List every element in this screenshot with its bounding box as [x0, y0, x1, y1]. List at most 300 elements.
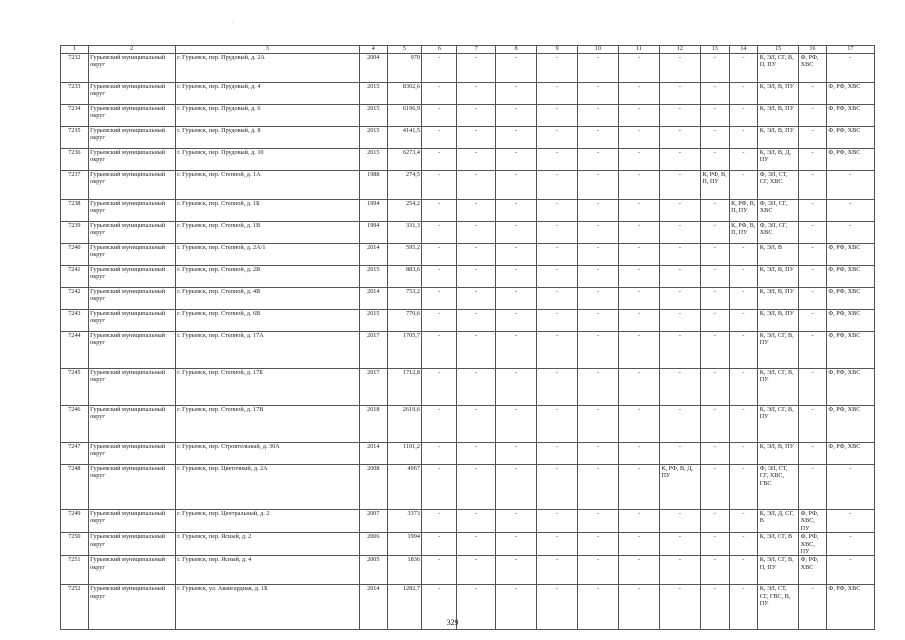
scan-mark: .: [232, 20, 234, 25]
table-cell: -: [659, 510, 700, 533]
table-cell: -: [578, 533, 619, 556]
table-cell: -: [659, 533, 700, 556]
column-header: 15: [758, 46, 799, 54]
column-header: 1: [61, 46, 89, 54]
table-cell: Гурьевский муниципальный округ: [88, 443, 175, 465]
table-cell: К, ЭЛ, В, ПУ: [758, 310, 799, 332]
table-cell: -: [659, 406, 700, 443]
table-cell: 7233: [61, 83, 89, 105]
table-cell: -: [496, 556, 537, 585]
table-cell: -: [457, 266, 496, 288]
table-cell: -: [537, 105, 578, 127]
table-row: [61, 533, 875, 556]
table-cell: -: [729, 332, 758, 369]
table-cell: -: [457, 244, 496, 266]
table-cell: -: [659, 585, 700, 630]
table-cell: -: [700, 585, 729, 630]
table-cell: -: [457, 222, 496, 244]
table-cell: -: [700, 465, 729, 510]
table-cell: -: [700, 533, 729, 556]
table-cell: -: [496, 105, 537, 127]
table-cell: -: [578, 54, 619, 83]
table-cell: 1282,7: [387, 585, 422, 630]
table-cell: -: [457, 556, 496, 585]
table-cell: -: [422, 244, 457, 266]
table-cell: -: [659, 443, 700, 465]
table-cell: -: [700, 149, 729, 171]
table-cell: -: [457, 127, 496, 149]
table-row: [61, 83, 875, 105]
table-cell: -: [700, 244, 729, 266]
table-cell: Гурьевский муниципальный округ: [88, 54, 175, 83]
table-cell: К, ЭЛ, Д, СГ, В: [758, 510, 799, 533]
table-cell: -: [619, 171, 660, 200]
table-cell: -: [537, 406, 578, 443]
table-cell: г. Гурьевск, пер. Степной, д. 6В: [175, 310, 359, 332]
table-cell: -: [659, 369, 700, 406]
table-cell: Гурьевский муниципальный округ: [88, 533, 175, 556]
table-cell: -: [700, 222, 729, 244]
table-cell: -: [799, 443, 827, 465]
table-cell: К, ЭЛ, В, ПУ: [758, 105, 799, 127]
table-row: [61, 465, 875, 510]
table-cell: -: [799, 369, 827, 406]
table-cell: 2014: [359, 244, 387, 266]
table-cell: 2006: [359, 533, 387, 556]
table-cell: Ф, РФ, ХВС, ПУ: [799, 533, 827, 556]
table-cell: г. Гурьевск, пер. Прудовый, д. 8: [175, 127, 359, 149]
column-header: 2: [88, 46, 175, 54]
table-cell: 7241: [61, 266, 89, 288]
table-cell: Ф, РФ, ХВС: [826, 443, 874, 465]
table-cell: Гурьевский муниципальный округ: [88, 200, 175, 222]
table-cell: г. Гурьевск, пер. Степной, д. 4В: [175, 288, 359, 310]
table-cell: К, ЭЛ, В, ПУ: [758, 266, 799, 288]
table-cell: -: [799, 149, 827, 171]
table-cell: -: [537, 443, 578, 465]
table-cell: -: [578, 127, 619, 149]
table-cell: 7236: [61, 149, 89, 171]
table-cell: -: [578, 288, 619, 310]
table-row: [61, 105, 875, 127]
column-header: 5: [387, 46, 422, 54]
table-cell: -: [496, 171, 537, 200]
table-cell: -: [422, 222, 457, 244]
table-cell: г. Гурьевск, пер. Степной, д. 1В: [175, 222, 359, 244]
table-cell: -: [619, 510, 660, 533]
table-cell: -: [826, 533, 874, 556]
table-cell: Гурьевский муниципальный округ: [88, 288, 175, 310]
table-cell: Ф, РФ, ХВС: [826, 310, 874, 332]
table-cell: 4141,5: [387, 127, 422, 149]
table-cell: -: [422, 266, 457, 288]
table-cell: -: [799, 406, 827, 443]
table-row: [61, 127, 875, 149]
table-row: [61, 288, 875, 310]
table-cell: -: [578, 585, 619, 630]
table-cell: -: [578, 465, 619, 510]
table-cell: 1994: [359, 200, 387, 222]
table-cell: -: [700, 288, 729, 310]
table-cell: г. Гурьевск, пер. Степной, д. 1Б: [175, 200, 359, 222]
table-cell: -: [496, 510, 537, 533]
table-cell: Ф, РФ, ХВС: [826, 244, 874, 266]
table-cell: 753,2: [387, 288, 422, 310]
table-cell: г. Гурьевск, пер. Степной, д. 1А: [175, 171, 359, 200]
table-cell: Гурьевский муниципальный округ: [88, 244, 175, 266]
column-header: 16: [799, 46, 827, 54]
table-cell: -: [619, 54, 660, 83]
table-cell: К, ЭЛ, СГ, В, П, ПУ: [758, 556, 799, 585]
table-cell: -: [457, 54, 496, 83]
table-cell: -: [496, 149, 537, 171]
column-header: 7: [457, 46, 496, 54]
column-header: 12: [659, 46, 700, 54]
table-cell: -: [729, 244, 758, 266]
table-cell: 2014: [359, 585, 387, 630]
table-cell: -: [496, 465, 537, 510]
column-header: 13: [700, 46, 729, 54]
table-cell: Гурьевский муниципальный округ: [88, 332, 175, 369]
table-cell: -: [729, 585, 758, 630]
table-cell: Гурьевский муниципальный округ: [88, 369, 175, 406]
table-cell: -: [826, 465, 874, 510]
table-cell: Гурьевский муниципальный округ: [88, 266, 175, 288]
table-cell: -: [496, 443, 537, 465]
table-cell: 7234: [61, 105, 89, 127]
table-cell: Ф, РФ, ХВС: [826, 149, 874, 171]
table-cell: -: [457, 332, 496, 369]
table-cell: -: [729, 406, 758, 443]
table-cell: -: [799, 244, 827, 266]
table-cell: -: [537, 149, 578, 171]
table-cell: -: [619, 369, 660, 406]
table-cell: 7251: [61, 556, 89, 585]
table-cell: -: [659, 171, 700, 200]
table-cell: -: [422, 585, 457, 630]
table-cell: -: [729, 443, 758, 465]
table-cell: -: [422, 149, 457, 171]
table-cell: К, ЭЛ, СГ, В, ПУ: [758, 332, 799, 369]
table-cell: 883,6: [387, 266, 422, 288]
table-row: [61, 54, 875, 83]
table-cell: Ф, РФ, ХВС: [826, 369, 874, 406]
table-cell: 2015: [359, 149, 387, 171]
table-cell: г. Гурьевск, пер. Степной, д. 2В: [175, 266, 359, 288]
column-header: 6: [422, 46, 457, 54]
table-cell: -: [422, 556, 457, 585]
table-cell: К, ЭЛ, СГ, В, ПУ: [758, 406, 799, 443]
table-cell: К, РФ, В, П, ПУ: [729, 222, 758, 244]
table-row: [61, 332, 875, 369]
table-cell: Гурьевский муниципальный округ: [88, 406, 175, 443]
table-cell: -: [700, 332, 729, 369]
table-cell: -: [578, 510, 619, 533]
table-cell: 2015: [359, 266, 387, 288]
table-cell: -: [496, 222, 537, 244]
table-cell: -: [537, 54, 578, 83]
table-cell: 7238: [61, 200, 89, 222]
table-cell: -: [457, 200, 496, 222]
table-cell: г. Гурьевск, пер. Степной, д. 2А/1: [175, 244, 359, 266]
table-cell: -: [700, 443, 729, 465]
page-number: 329: [446, 618, 459, 627]
table-cell: г. Гурьевск, ул. Авангардная, д. 1Б: [175, 585, 359, 630]
table-cell: -: [826, 510, 874, 533]
table-cell: г. Гурьевск, пер. Строительный, д. 30А: [175, 443, 359, 465]
table-cell: 1988: [359, 171, 387, 200]
table-cell: -: [422, 200, 457, 222]
table-cell: Гурьевский муниципальный округ: [88, 127, 175, 149]
table-cell: -: [700, 127, 729, 149]
table-cell: г. Гурьевск, пер. Степной, д. 17Б: [175, 369, 359, 406]
table-cell: -: [578, 369, 619, 406]
table-cell: -: [826, 54, 874, 83]
table-cell: -: [799, 83, 827, 105]
table-cell: Ф, РФ, ХВС: [826, 406, 874, 443]
column-header: 3: [175, 46, 359, 54]
table-row: [61, 200, 875, 222]
table-cell: -: [496, 200, 537, 222]
table-cell: -: [659, 332, 700, 369]
table-cell: -: [422, 443, 457, 465]
table-cell: -: [537, 83, 578, 105]
table-cell: Ф, РФ, ХВС, ПУ: [799, 510, 827, 533]
table-cell: 331,3: [387, 222, 422, 244]
table-cell: -: [619, 149, 660, 171]
table-row: [61, 310, 875, 332]
table-cell: К, ЭЛ, СГ, В, ПУ: [758, 369, 799, 406]
column-header: 11: [619, 46, 660, 54]
table-cell: -: [729, 83, 758, 105]
table-cell: -: [619, 105, 660, 127]
table-cell: -: [700, 266, 729, 288]
table-cell: 7244: [61, 332, 89, 369]
table-cell: -: [457, 510, 496, 533]
table-cell: -: [700, 510, 729, 533]
table-cell: -: [537, 310, 578, 332]
table-cell: -: [537, 200, 578, 222]
table-cell: -: [422, 171, 457, 200]
table-cell: -: [496, 585, 537, 630]
table-cell: 7245: [61, 369, 89, 406]
table-row: [61, 244, 875, 266]
table-cell: 7249: [61, 510, 89, 533]
table-cell: -: [799, 585, 827, 630]
table-cell: Ф, РФ, ХВС: [826, 266, 874, 288]
table-cell: -: [578, 266, 619, 288]
table-cell: 2004: [359, 54, 387, 83]
table-row: [61, 406, 875, 443]
table-cell: -: [496, 332, 537, 369]
table-row: [61, 443, 875, 465]
table-cell: -: [578, 406, 619, 443]
table-cell: -: [537, 171, 578, 200]
table-cell: -: [578, 149, 619, 171]
table-cell: 2007: [359, 510, 387, 533]
table-cell: 2017: [359, 332, 387, 369]
table-cell: -: [619, 127, 660, 149]
table-cell: -: [729, 171, 758, 200]
table-cell: 7242: [61, 288, 89, 310]
table-cell: Ф, РФ, ХВС: [826, 585, 874, 630]
table-cell: 1705,7: [387, 332, 422, 369]
table-cell: Гурьевский муниципальный округ: [88, 105, 175, 127]
table-cell: Ф, ЭЛ, СТ, СГ, ХВС: [758, 171, 799, 200]
table-cell: 3373: [387, 510, 422, 533]
table-cell: К, ЭЛ, В: [758, 244, 799, 266]
table-cell: Ф, ЭЛ, СГ, ХВС: [758, 222, 799, 244]
table-cell: -: [659, 222, 700, 244]
table-cell: -: [826, 200, 874, 222]
table-cell: -: [496, 406, 537, 443]
table-cell: -: [659, 266, 700, 288]
table-cell: -: [422, 533, 457, 556]
table-cell: -: [578, 83, 619, 105]
table-cell: -: [799, 465, 827, 510]
table-cell: 970: [387, 54, 422, 83]
table-cell: К, ЭЛ, СГ, В: [758, 533, 799, 556]
table-cell: -: [659, 105, 700, 127]
table-cell: -: [537, 288, 578, 310]
table-row: [61, 369, 875, 406]
table-cell: -: [729, 556, 758, 585]
table-cell: К, РФ, В, Д, ПУ: [659, 465, 700, 510]
table-cell: -: [619, 244, 660, 266]
table-cell: Ф, ЭЛ, СГ, ХВС: [758, 200, 799, 222]
table-cell: -: [619, 556, 660, 585]
table-cell: -: [619, 266, 660, 288]
table-cell: 2015: [359, 83, 387, 105]
table-cell: г. Гурьевск, пер. Ясный, д. 2: [175, 533, 359, 556]
table-cell: -: [422, 369, 457, 406]
table-cell: -: [700, 310, 729, 332]
table-cell: -: [700, 406, 729, 443]
table-cell: Ф, РФ, ХВС: [826, 332, 874, 369]
table-cell: Гурьевский муниципальный округ: [88, 171, 175, 200]
table-cell: -: [619, 406, 660, 443]
table-cell: -: [457, 288, 496, 310]
table-cell: -: [659, 310, 700, 332]
table-cell: 7247: [61, 443, 89, 465]
table-cell: -: [799, 171, 827, 200]
table-cell: -: [457, 369, 496, 406]
table-cell: Гурьевский муниципальный округ: [88, 510, 175, 533]
table-cell: 1994: [359, 222, 387, 244]
table-cell: -: [799, 310, 827, 332]
table-cell: -: [799, 288, 827, 310]
table-cell: -: [729, 105, 758, 127]
table-cell: -: [496, 310, 537, 332]
table-cell: 2014: [359, 288, 387, 310]
table-cell: 7239: [61, 222, 89, 244]
column-number-row: [61, 46, 875, 54]
table-cell: Гурьевский муниципальный округ: [88, 222, 175, 244]
table-cell: -: [659, 556, 700, 585]
table-cell: 2015: [359, 310, 387, 332]
table-cell: -: [496, 54, 537, 83]
table-cell: -: [826, 171, 874, 200]
table-cell: г. Гурьевск, пер. Цветочный, д. 2А: [175, 465, 359, 510]
table-cell: Ф, РФ, ХВС: [826, 288, 874, 310]
table-cell: -: [537, 510, 578, 533]
table-cell: -: [496, 533, 537, 556]
table-cell: -: [826, 556, 874, 585]
table-cell: -: [457, 585, 496, 630]
table-cell: -: [422, 310, 457, 332]
table-cell: -: [537, 556, 578, 585]
table-cell: 7235: [61, 127, 89, 149]
table-cell: 1712,8: [387, 369, 422, 406]
table-cell: -: [578, 556, 619, 585]
table-cell: -: [619, 200, 660, 222]
table-cell: -: [578, 171, 619, 200]
table-cell: -: [537, 244, 578, 266]
table-cell: 8302,6: [387, 83, 422, 105]
table-cell: 274,5: [387, 171, 422, 200]
table-cell: 6196,9: [387, 105, 422, 127]
table-cell: 7240: [61, 244, 89, 266]
table-cell: Ф, РФ, ХВС: [799, 54, 827, 83]
table-cell: 2015: [359, 105, 387, 127]
table-cell: г. Гурьевск, пер. Ясный, д. 4: [175, 556, 359, 585]
table-cell: 2619,6: [387, 406, 422, 443]
table-cell: -: [799, 200, 827, 222]
table-cell: г. Гурьевск, пер. Степной, д. 17В: [175, 406, 359, 443]
table-cell: -: [537, 266, 578, 288]
table-cell: -: [422, 510, 457, 533]
table-row: [61, 510, 875, 533]
table-cell: 770,6: [387, 310, 422, 332]
table-cell: 595,2: [387, 244, 422, 266]
table-cell: 7243: [61, 310, 89, 332]
table-body: [61, 54, 875, 630]
table-cell: Ф, РФ, ХВС: [826, 105, 874, 127]
table-cell: -: [619, 465, 660, 510]
table-cell: Ф, ЭЛ, СТ, СГ, ХВС, ГВС: [758, 465, 799, 510]
table-cell: 7250: [61, 533, 89, 556]
table-cell: 7246: [61, 406, 89, 443]
table-cell: -: [619, 585, 660, 630]
table-row: [61, 222, 875, 244]
table-cell: -: [619, 332, 660, 369]
table-cell: Гурьевский муниципальный округ: [88, 149, 175, 171]
table-cell: -: [799, 222, 827, 244]
table-cell: -: [700, 369, 729, 406]
table-row: [61, 556, 875, 585]
table-row: [61, 266, 875, 288]
table-cell: -: [729, 465, 758, 510]
table-cell: -: [619, 222, 660, 244]
table-cell: -: [799, 127, 827, 149]
table-cell: -: [619, 443, 660, 465]
column-header: 9: [537, 46, 578, 54]
table-cell: -: [422, 127, 457, 149]
table-cell: -: [799, 105, 827, 127]
table-cell: -: [537, 465, 578, 510]
table-cell: -: [659, 127, 700, 149]
table-cell: К, ЭЛ, В, Д, ПУ: [758, 149, 799, 171]
table-cell: 7248: [61, 465, 89, 510]
table-cell: К, ЭЛ, СГ, В, П, ПУ: [758, 54, 799, 83]
table-cell: -: [457, 171, 496, 200]
table-cell: -: [537, 585, 578, 630]
table-cell: К, ЭЛ, СТ, СГ, ГВС, В, ПУ: [758, 585, 799, 630]
table-cell: 2008: [359, 465, 387, 510]
table-cell: -: [496, 127, 537, 149]
column-header: 10: [578, 46, 619, 54]
table-cell: -: [496, 83, 537, 105]
